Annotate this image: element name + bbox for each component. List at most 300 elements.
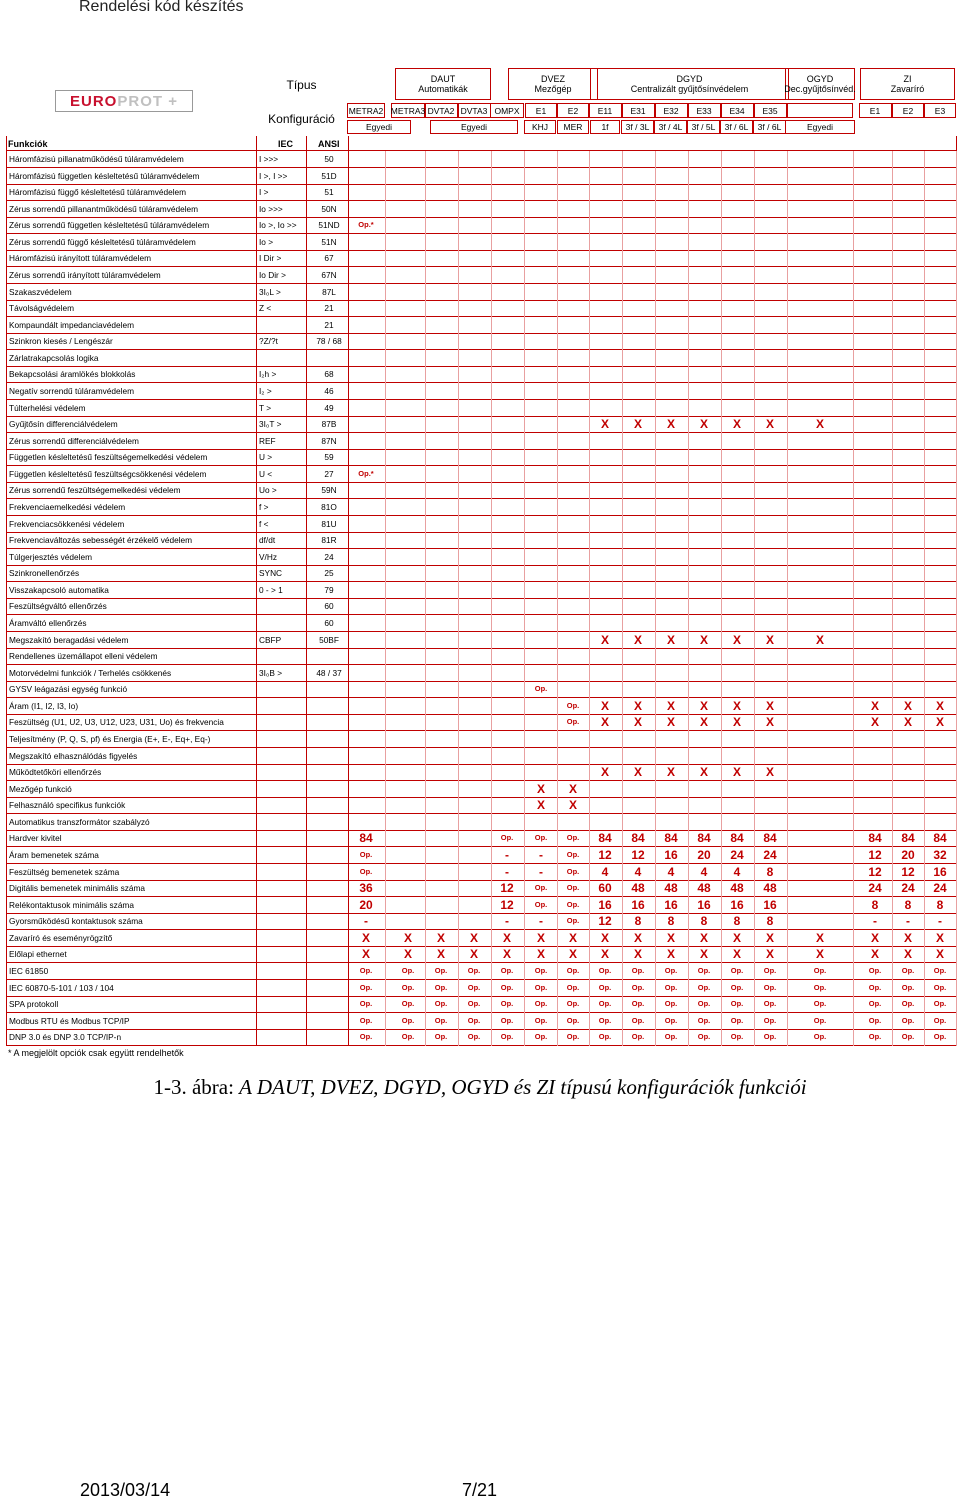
subtype-10: Egyedi <box>785 120 855 134</box>
column-code-0: METRA2 <box>347 103 385 118</box>
table-row <box>6 615 956 632</box>
cell-value: Op. <box>434 1032 448 1042</box>
cell-value: Op. <box>631 1015 645 1025</box>
cell-value: Op. <box>697 982 711 992</box>
ansi-code <box>309 1013 349 1030</box>
cell-value: X <box>732 715 741 730</box>
column-divider <box>348 136 349 1046</box>
ansi-code <box>309 897 349 914</box>
cell-value: - <box>938 914 942 929</box>
cell-value: Op. <box>813 1032 827 1042</box>
cell-value: Op. <box>697 965 711 975</box>
cell-value: Op. <box>359 965 373 975</box>
column-code-11: E34 <box>721 103 754 118</box>
table-row <box>6 184 956 201</box>
ansi-code <box>309 1029 349 1046</box>
ansi-code: 87N <box>321 435 337 446</box>
cell-value: Op.* <box>358 468 374 478</box>
cell-value: X <box>600 930 609 945</box>
ansi-code <box>309 350 349 367</box>
table-row <box>6 151 956 168</box>
cell-value: Op. <box>868 965 882 975</box>
cell-value: Op. <box>813 1015 827 1025</box>
column-divider <box>256 136 257 1046</box>
column-code-1: METRA3 <box>391 103 425 118</box>
cell-value: Op. <box>598 1015 612 1025</box>
cell-value: Op. <box>598 965 612 975</box>
cell-value: Op. <box>813 982 827 992</box>
cell-value: Op. <box>730 1032 744 1042</box>
cell-value: X <box>666 698 675 713</box>
function-name: Modbus RTU és Modbus TCP/IP <box>9 1015 130 1026</box>
ansi-code: 67 <box>324 253 334 264</box>
ansi-code: 51 <box>324 187 334 198</box>
iec-symbol: T > <box>259 402 272 413</box>
cell-value: 12 <box>631 847 645 862</box>
group-sub: Mezőgép <box>534 84 572 94</box>
column-code-15: E2 <box>892 103 924 118</box>
table-row <box>6 1013 956 1030</box>
header-ansi: ANSI <box>318 139 340 149</box>
ansi-code <box>309 714 349 731</box>
cell-value: Op. <box>730 982 744 992</box>
iec-symbol: Uo > <box>259 485 277 496</box>
cell-value: Op. <box>566 883 580 893</box>
cell-value: X <box>633 947 642 962</box>
ansi-code: 46 <box>324 385 334 396</box>
iec-symbol: 0 - > 1 <box>259 584 283 595</box>
caption-text: A DAUT, DVEZ, DGYD, OGYD és ZI típusú konfigurációk funkciói <box>239 1075 807 1099</box>
table-row <box>6 946 956 963</box>
cell-value: 16 <box>697 897 711 912</box>
cell-value: X <box>361 930 370 945</box>
cell-value: - <box>505 864 509 879</box>
column-divider <box>306 136 307 1046</box>
group-header-1 <box>508 68 598 100</box>
table-row <box>6 532 956 549</box>
function-name: Megszakító elhasználódás figyelés <box>9 750 138 761</box>
ansi-code <box>309 698 349 715</box>
cell-value: Op. <box>763 1032 777 1042</box>
iec-symbol: U > <box>259 452 273 463</box>
cell-value: Op. <box>697 999 711 1009</box>
iec-symbol: 3I₀T > <box>259 419 282 430</box>
ansi-code: 60 <box>324 601 334 612</box>
cell-value: X <box>633 765 642 780</box>
cell-value: 24 <box>901 881 915 896</box>
cell-value: 48 <box>763 881 777 896</box>
cell-value: X <box>935 698 944 713</box>
cell-value: X <box>502 947 511 962</box>
cell-value: Op. <box>933 999 947 1009</box>
ansi-code: 25 <box>324 568 334 579</box>
cell-value: Op. <box>933 1015 947 1025</box>
cell-value: Op. <box>901 999 915 1009</box>
cell-value: X <box>666 417 675 432</box>
subtype-1: Egyedi <box>430 120 518 134</box>
cell-value: X <box>536 781 545 796</box>
column-divider <box>892 151 893 1046</box>
function-name: DNP 3.0 és DNP 3.0 TCP/IP-n <box>9 1032 122 1043</box>
cell-value: 16 <box>631 897 645 912</box>
cell-value: 84 <box>763 831 777 846</box>
function-name: Túlgerjesztés védelem <box>9 551 93 562</box>
cell-value: X <box>600 632 609 647</box>
cell-value: Op. <box>566 866 580 876</box>
ansi-code: 50BF <box>319 634 339 645</box>
iec-symbol: Io > <box>259 236 274 247</box>
cell-value: X <box>568 781 577 796</box>
table-row <box>6 665 956 682</box>
function-name: Gyorsműködésű kontaktusok száma <box>9 916 143 927</box>
cell-value: 36 <box>359 881 373 896</box>
cell-value: Op. <box>664 965 678 975</box>
cell-value: X <box>436 930 445 945</box>
table-row <box>6 897 956 914</box>
cell-value: X <box>732 698 741 713</box>
cell-value: Op. <box>901 1015 915 1025</box>
cell-value: Op. <box>664 1015 678 1025</box>
function-name: Automatikus transzformátor szabályzó <box>9 816 150 827</box>
cell-value: Op. <box>868 999 882 1009</box>
function-name: Zérus sorrendű differenciálvédelem <box>9 435 139 446</box>
cell-value: X <box>732 947 741 962</box>
function-name: Motorvédelmi funkciók / Terhelés csökkenés <box>9 667 172 678</box>
function-name: Háromfázisú független késleltetésű túláramvédelem <box>9 170 200 181</box>
cell-value: X <box>815 632 824 647</box>
iec-symbol: Io >>> <box>259 203 283 214</box>
iec-symbol: I >, I >> <box>259 170 288 181</box>
cell-value: X <box>600 417 609 432</box>
function-name: Frekvenciaváltozás sebességét érzékelő védelem <box>9 535 193 546</box>
table-row <box>6 632 956 649</box>
table-row <box>6 284 956 301</box>
caption-number: 1-3. ábra: <box>153 1075 234 1099</box>
cell-value: 24 <box>868 881 882 896</box>
iec-symbol: df/dt <box>259 535 276 546</box>
ansi-code <box>309 963 349 980</box>
cell-value: X <box>815 930 824 945</box>
cell-value: Op. <box>467 982 481 992</box>
cell-value: X <box>699 417 708 432</box>
iec-symbol: I₂ > <box>259 385 272 396</box>
cell-value: Op. <box>566 999 580 1009</box>
cell-value: X <box>765 947 774 962</box>
column-divider <box>853 151 854 1046</box>
cell-value: X <box>600 698 609 713</box>
table-row <box>6 714 956 731</box>
cell-value: X <box>666 947 675 962</box>
cell-value: Op. <box>534 982 548 992</box>
function-name: Relékontaktusok minimális száma <box>9 899 134 910</box>
column-divider <box>524 151 525 1046</box>
table-row <box>6 980 956 997</box>
cell-value: X <box>765 632 774 647</box>
column-divider <box>557 151 558 1046</box>
function-name: Független késleltetésű feszültségcsökkenési védelem <box>9 468 207 479</box>
column-code-6: E2 <box>557 103 589 118</box>
function-name: Zérus sorrendű független késleltetésű túláramvédelem <box>9 220 210 231</box>
cell-value: Op. <box>500 1015 514 1025</box>
column-divider <box>589 151 590 1046</box>
cell-value: 84 <box>664 831 678 846</box>
cell-value: Op. <box>868 1015 882 1025</box>
cell-value: - <box>873 914 877 929</box>
cell-value: Op. <box>763 1015 777 1025</box>
footer-date: 2013/03/14 <box>80 1480 171 1500</box>
cell-value: 8 <box>766 914 774 929</box>
column-code-5: E1 <box>525 103 557 118</box>
table-row <box>6 880 956 897</box>
subtype-6: 3f / 4L <box>654 120 687 134</box>
cell-value: Op. <box>401 1015 415 1025</box>
cell-value: Op. <box>598 1032 612 1042</box>
cell-value: X <box>765 698 774 713</box>
cell-value: X <box>666 930 675 945</box>
cell-value: 4 <box>601 864 609 879</box>
iec-symbol: I₂h > <box>259 369 277 380</box>
cell-value: X <box>765 930 774 945</box>
cell-value: 4 <box>667 864 675 879</box>
cell-value: Op. <box>359 1015 373 1025</box>
ansi-code: 87L <box>322 286 336 297</box>
cell-value: 84 <box>933 831 947 846</box>
table-row <box>6 582 956 599</box>
cell-value: Op. <box>566 849 580 859</box>
function-name: Gyűjtősín differenciálvédelem <box>9 419 118 430</box>
header-funkciok: Funkciók <box>8 139 48 149</box>
cell-value: X <box>600 765 609 780</box>
function-name: Hardver kivitel <box>9 833 62 844</box>
cell-value: X <box>765 715 774 730</box>
table-row <box>6 913 956 930</box>
cell-value: 8 <box>700 914 708 929</box>
cell-value: X <box>633 930 642 945</box>
cell-value: Op. <box>631 999 645 1009</box>
cell-value: Op. <box>631 1032 645 1042</box>
cell-value: 8 <box>667 914 675 929</box>
cell-value: 4 <box>634 864 642 879</box>
cell-value: 20 <box>901 847 915 862</box>
function-name: Bekapcsolási áramlökés blokkolás <box>9 369 136 380</box>
column-code-9: E32 <box>655 103 688 118</box>
column-code-3: DVTA3 <box>458 103 491 118</box>
cell-value: Op. <box>933 965 947 975</box>
group-name: ZI <box>903 74 912 84</box>
cell-value: 20 <box>697 847 711 862</box>
cell-value: Op. <box>730 1015 744 1025</box>
table-row <box>6 168 956 185</box>
cell-value: X <box>600 947 609 962</box>
cell-value: Op. <box>534 883 548 893</box>
function-name: Áramváltó ellenőrzés <box>9 617 87 628</box>
cell-value: - <box>505 914 509 929</box>
table-row <box>6 449 956 466</box>
table-row <box>6 350 956 367</box>
column-divider <box>622 151 623 1046</box>
iec-symbol: ?Z/?t <box>259 336 278 347</box>
table-row <box>6 1029 956 1046</box>
function-name: Frekvenciaemelkedési védelem <box>9 501 126 512</box>
cell-value: X <box>732 632 741 647</box>
subtype-3: MER <box>557 120 589 134</box>
table-row <box>6 516 956 533</box>
table-row <box>6 482 956 499</box>
table-row <box>6 400 956 417</box>
subtype-9: 3f / 6L <box>753 120 786 134</box>
cell-value: - <box>505 847 509 862</box>
cell-value: X <box>870 698 879 713</box>
ansi-code <box>309 830 349 847</box>
ansi-code <box>309 731 349 748</box>
ansi-code: 21 <box>324 303 334 314</box>
cell-value: Op. <box>534 965 548 975</box>
europrot-logo <box>55 90 193 112</box>
function-name: Szinkronellenőrzés <box>9 568 80 579</box>
function-name: GYSV leágazási egység funkció <box>9 684 128 695</box>
column-divider <box>688 151 689 1046</box>
cell-value: Op. <box>359 982 373 992</box>
cell-value: 12 <box>868 864 882 879</box>
column-divider <box>754 151 755 1046</box>
subtype-5: 3f / 3L <box>621 120 654 134</box>
cell-value: X <box>903 930 912 945</box>
cell-value: 12 <box>598 847 612 862</box>
cell-value: Op. <box>763 999 777 1009</box>
column-code-7: E11 <box>589 103 622 118</box>
cell-value: 12 <box>901 864 915 879</box>
table-row <box>6 830 956 847</box>
table-row <box>6 748 956 765</box>
function-name: Digitális bemenetek minimális száma <box>9 883 146 894</box>
cell-value: 16 <box>598 897 612 912</box>
cell-value: X <box>765 417 774 432</box>
cell-value: Op. <box>359 999 373 1009</box>
cell-value: X <box>568 930 577 945</box>
cell-value: X <box>732 765 741 780</box>
table-row <box>6 217 956 234</box>
cell-value: 16 <box>763 897 777 912</box>
table-row <box>6 333 956 350</box>
cell-value: X <box>536 798 545 813</box>
cell-value: Op. <box>664 982 678 992</box>
ansi-code <box>309 980 349 997</box>
cell-value: Op. <box>500 999 514 1009</box>
table-row <box>6 814 956 831</box>
column-divider <box>721 151 722 1046</box>
ansi-code: 59 <box>324 452 334 463</box>
iec-symbol: I >>> <box>259 154 279 164</box>
table-row <box>6 764 956 781</box>
cell-value: Op. <box>664 1032 678 1042</box>
cell-value: Op. <box>763 982 777 992</box>
table-row <box>6 433 956 450</box>
cell-value: 4 <box>733 864 741 879</box>
table-row <box>6 681 956 698</box>
cell-value: Op. <box>598 982 612 992</box>
function-name: Zérus sorrendű pillanantműködésű túláramvédelem <box>9 203 199 214</box>
cell-value: Op. <box>566 717 580 727</box>
function-name: Áram bemenetek száma <box>9 849 99 860</box>
iec-symbol: REF <box>259 435 276 446</box>
table-row <box>6 383 956 400</box>
cell-value: Op. <box>434 982 448 992</box>
cell-value: 84 <box>868 831 882 846</box>
cell-value: 8 <box>904 897 912 912</box>
function-name: Frekvenciacsökkenési védelem <box>9 518 125 529</box>
row-divider <box>6 1045 956 1046</box>
cell-value: - <box>539 914 543 929</box>
function-name: Rendellenes üzemállapot elleni védelem <box>9 651 158 662</box>
cell-value: Op. <box>566 833 580 843</box>
cell-value: Op. <box>534 1015 548 1025</box>
function-name: Áram (I1, I2, I3, Io) <box>9 700 79 711</box>
table-row <box>6 250 956 267</box>
column-code-10: E33 <box>688 103 721 118</box>
cell-value: Op. <box>500 965 514 975</box>
table-row <box>6 366 956 383</box>
cell-value: 16 <box>664 897 678 912</box>
cell-value: 8 <box>634 914 642 929</box>
ansi-code: 49 <box>324 402 334 413</box>
cell-value: X <box>469 947 478 962</box>
ansi-code: 48 / 37 <box>316 667 342 678</box>
cell-value: Op. <box>401 982 415 992</box>
cell-value: X <box>699 715 708 730</box>
cell-value: 16 <box>664 847 678 862</box>
cell-value: X <box>436 947 445 962</box>
iec-symbol: Z < <box>259 303 272 314</box>
ansi-code <box>309 930 349 947</box>
cell-value: 24 <box>763 847 777 862</box>
ansi-code <box>309 797 349 814</box>
cell-value: 84 <box>598 831 612 846</box>
function-name: Szinkron kiesés / Lengészár <box>9 336 113 347</box>
cell-value: Op. <box>401 999 415 1009</box>
cell-value: 24 <box>730 847 744 862</box>
cell-value: 84 <box>697 831 711 846</box>
function-name: Negatív sorrendű túláramvédelem <box>9 385 134 396</box>
table-row <box>6 267 956 284</box>
cell-value: Op. <box>566 916 580 926</box>
function-name: IEC 60870-5-101 / 103 / 104 <box>9 982 114 993</box>
cell-value: X <box>666 632 675 647</box>
cell-value: Op.* <box>358 220 374 230</box>
cell-value: 48 <box>730 881 744 896</box>
cell-value: - <box>539 864 543 879</box>
cell-value: 32 <box>933 847 947 862</box>
cell-value: X <box>600 715 609 730</box>
cell-value: X <box>633 417 642 432</box>
cell-value: Op. <box>598 999 612 1009</box>
cell-value: X <box>870 930 879 945</box>
figure-caption <box>0 1075 960 1100</box>
cell-value: Op. <box>697 1032 711 1042</box>
cell-value: Op. <box>901 982 915 992</box>
table-row <box>6 648 956 665</box>
ansi-code <box>309 764 349 781</box>
function-name: Visszakapcsoló automatika <box>9 584 109 595</box>
cell-value: Op. <box>500 982 514 992</box>
cell-value: X <box>536 947 545 962</box>
cell-value: Op. <box>359 849 373 859</box>
iec-symbol: 3I₀L > <box>259 286 281 297</box>
ansi-code <box>309 814 349 831</box>
cell-value: - <box>364 914 368 929</box>
function-name: Háromfázisú pillanatműködésű túláramvédelem <box>9 154 184 164</box>
column-code-4: OMPX <box>490 103 524 118</box>
ansi-code: 81U <box>321 518 337 529</box>
